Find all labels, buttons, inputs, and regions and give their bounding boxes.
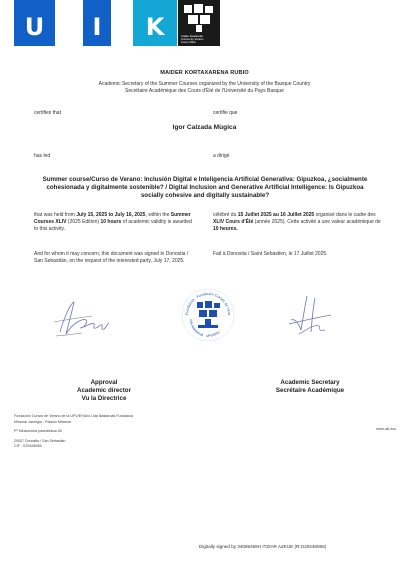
held-paragraph-fr	[213, 212, 381, 232]
website-url: www.uik.eus	[376, 427, 396, 431]
footer-line: Miramar Jauregia - Palacio Miramar	[14, 419, 72, 424]
led-fr: a dirigé	[213, 153, 230, 159]
signer-title-fr: Secrétaire Académique des Cours d'Été de l'Université du Pays Basque	[125, 88, 284, 94]
logo-spacer-2	[111, 0, 133, 46]
certifies-en: certifies that	[34, 110, 61, 116]
text: organisé dans le cadre des	[315, 212, 376, 218]
text: (année 2025). Cette activité a une valeur académique de	[254, 218, 381, 225]
held-paragraph-en	[34, 212, 194, 232]
signature-right	[285, 294, 335, 340]
signature-left	[52, 298, 112, 338]
university-emblem	[178, 0, 220, 46]
date-to: July 16, 2025	[114, 212, 146, 218]
role-left	[54, 379, 154, 402]
text: (2025 Edition)	[67, 218, 100, 225]
signer-title-en: Academic Secretary of the Summer Courses organized by the University of the Basque Country	[98, 81, 311, 87]
text: of academic validity is awarded to this activity.	[34, 218, 192, 232]
logo-spacer	[55, 0, 83, 46]
role-line: Vu la Directrice	[81, 394, 127, 402]
led-en: has led	[34, 153, 51, 159]
logo-letter-u: U	[14, 0, 55, 46]
text: célébré du	[213, 212, 237, 218]
digital-signature-note: Digitally signed by 34085469H ITZIAR AZKUE (R:G20448056)	[199, 544, 327, 549]
hours-fr: 10 heures.	[213, 225, 238, 232]
svg-text:Uda Ikastaroak · UPV/EHU: Uda Ikastaroak · UPV/EHU	[188, 318, 221, 339]
logo-letter-i: I	[83, 0, 111, 46]
role-right	[260, 379, 360, 395]
footer-address	[14, 414, 133, 450]
course-edition-fr: XLIV Cours d'Été	[213, 218, 254, 225]
foundation-seal	[180, 287, 236, 343]
course-edition-name: Summer Courses XLIV	[34, 212, 191, 225]
hours: 10 hours	[100, 218, 122, 225]
text: that was held from	[34, 212, 75, 218]
emblem-line: Udako Ikastaroak	[181, 33, 203, 38]
certifies-fr: certifie que	[213, 110, 238, 116]
signer-name: MAIDER KORTAXARENA RUBIO	[160, 70, 249, 76]
footer-line: 20007 Donostia / San Sebastián	[14, 438, 66, 443]
footer-line: Pº Miraconcha pasealekua 48	[14, 429, 62, 434]
footer-line: CIF : G20448056	[14, 444, 42, 449]
signed-paragraph-en: And for whom it may concern, this document was signed in Donostia / San Sebastián, on the request of the interested party, July 17, 2025.	[34, 251, 189, 264]
role-line: Approval	[90, 379, 118, 386]
role-line: Academic Secretary	[280, 379, 340, 386]
dates-fr: 15 Juillet 2025 au 16 Juillet 2025	[237, 212, 315, 218]
recipient-name: Igor Calzada Mùgica	[172, 124, 237, 131]
date-from: July 15, 2025 to	[76, 212, 114, 218]
emblem-line: Cursos de Verano	[181, 36, 204, 41]
footer-line: Fundación Cursos de Verano de la UPV/EHUko Uda Ikastaroak Fundazioa	[14, 414, 134, 418]
emblem-tree-icon	[182, 3, 216, 33]
role-line: Secrétaire Académique	[275, 386, 345, 394]
emblem-line: Cours d'Été	[181, 39, 196, 44]
svg-text:Fundazioa · Fundación Cursos d: Fundazioa · Fundación Cursos de Vera	[184, 291, 232, 316]
logo-letter-k: K	[133, 0, 177, 46]
course-title: Summer course/Curso de Verano: Inclusión Digital e Inteligencia Artificial Generativa: Gipuzkoa, ¿socialmente cohesionada y digitalmente sostenible? / Digital Inclusion and Generative Artificial Intelligence: Is Gipuzkoa socially cohesive and digitally sustainable?	[42, 176, 368, 199]
signed-paragraph-fr: Fait à Donostia / Saint Sebastien, le 17 Juillet 2025.	[213, 251, 328, 257]
text: , within the	[145, 212, 170, 218]
role-line: Academic director	[77, 386, 131, 394]
